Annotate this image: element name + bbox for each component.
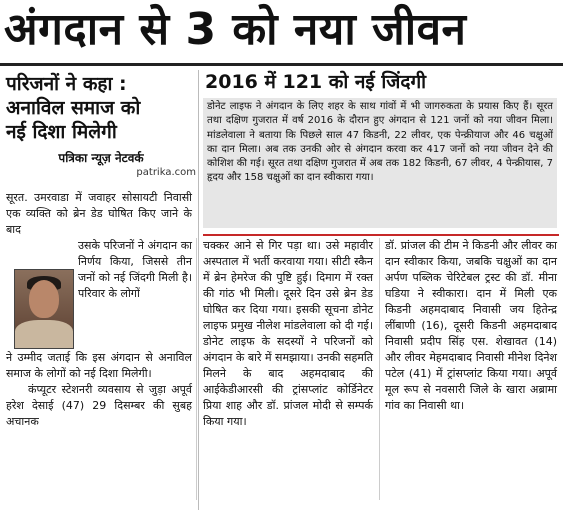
red-rule <box>203 234 559 236</box>
column-1-intro <box>6 190 192 238</box>
article-intro: सूरत. उमरवाडा में जवाहर सोसायटी निवासी एक व्यक्ति को ब्रेन डेड घोषित किए जाने के बाद <box>6 191 192 236</box>
site-name: patrika.com <box>136 167 196 178</box>
column-divider <box>198 70 199 510</box>
column-rule-1 <box>196 238 197 500</box>
photo-face <box>29 280 59 318</box>
headline: अंगदान से 3 को नया जीवन <box>4 4 467 55</box>
byline: पत्रिका न्यूज़ नेटवर्क <box>58 151 144 165</box>
article-rest-text: ने उम्मीद जताई कि इस अंगदान से अनाविल समाज के लोगों को नई दिशा मिलेगी। <box>6 351 192 380</box>
article-wrap-text: उसके परिजनों ने अंगदान का निर्णय किया, जिससे तीन जनों को नई जिंदगी मिली है। परिवार के लोगों <box>78 239 192 300</box>
person-photo <box>14 269 74 349</box>
info-box: डोनेट लाइफ ने अंगदान के लिए शहर के साथ गांवों में भी जागरुकता के प्रयास किए हैं। सूरत तथा दक्षिण गुजरात में वर्ष 2016 के दौरान हुए अंगदान से 121 जनों को नया जीवन मिला। मांडलेवाला ने बताया कि पिछले साल 47 किडनी, 22 लीवर, एक पेन्क्रीयाज और 46 चक्षुओं का दान मिला। अब तक उनकी ओर से अंगदान करवा कर 417 जनों को नया जीवन देने की कोशिश की गई। सूरत तथा दक्षिण गुजरात में अब तक 182 किडनी, 67 लीवर, 4 पेन्क्रीयास, 7 हृदय और 158 चक्षुओं का दान स्वीकारा गया। <box>203 98 557 228</box>
column-1-wrap <box>78 238 192 302</box>
column-1-rest <box>6 350 192 430</box>
column-rule-2 <box>379 238 380 500</box>
side-headline: परिजनों ने कहा : अनाविल समाज को नई दिशा मिलेगी <box>6 73 141 143</box>
column-3: डॉ. प्रांजल की टीम ने किडनी और लीवर का दान स्वीकार किया, जबकि चक्षुओं का दान अर्पण पब्लिक चेरिटेबल ट्रस्ट की डॉ. मीना घडिया ने स्वीकारा। दान में मिली एक किडनी अहमदाबाद निवासी जय हितेन्द्र लींबाणी (16), दूसरी किडनी अहमदाबाद निवासी प्रदीप सिंह एस. शेखावत (14) और लीवर मेहमदाबाद निवासी मीनेश दिनेश पटेल (41) में ट्रांसप्लांट किया गया। अपूर्व मूल रूप से नवसारी जिले के खारा अब्रामा गांव का निवासी था। <box>385 239 557 412</box>
article-para-2: कंप्यूटर स्टेशनरी व्यवसाय से जुड़ा अपूर्व हरेश देसाई (47) 29 दिसम्बर की सुबह अचानक <box>6 383 192 428</box>
column-2: चक्कर आने से गिर पड़ा था। उसे महावीर अस्पताल में भर्ती करवाया गया। सीटी स्कैन में ब्रेन हेमरेज की पुष्टि हुई। दिमाग में रक्त की गांठ भी मिली। दूसरे दिन उसे ब्रेन डेड घोषित कर दिया गया। इसकी सूचना डोनेट लाइफ प्रमुख नीलेश मांडलेवाला को दी गई। डोनेट लाइफ के सदस्यों ने परिजनों को अंगदान के बारे में समझाया। उनकी सहमति मिलने के बाद अहमदाबाद की आईकेडीआरसी की ट्रांसप्लांट कोर्डिनेटर प्रिया शाह और डॉ. प्रांजल मोदी से सम्पर्क किया गया। <box>203 239 374 428</box>
headline-rule <box>0 63 563 66</box>
sub-headline: 2016 में 121 को नई जिंदगी <box>205 71 427 93</box>
photo-shirt <box>15 320 73 348</box>
byline-block <box>6 150 196 188</box>
